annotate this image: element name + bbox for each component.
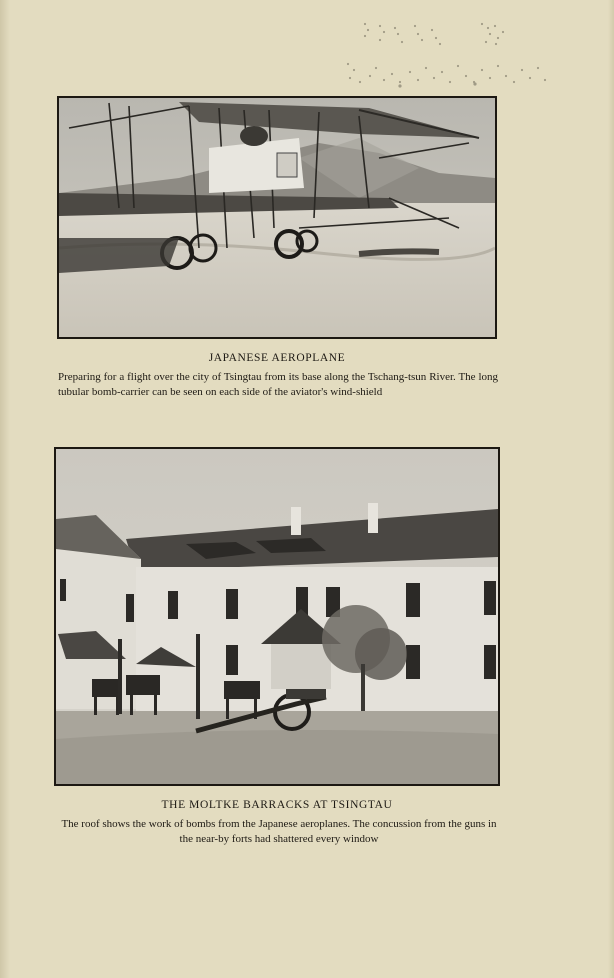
barracks-illustration bbox=[56, 449, 498, 784]
figure-1-caption: Preparing for a flight over the city of Tsingtau from its base along the Tschang-tsun River. The long tubular bomb-carrier can be seen on each side of the aviator's wind-shield bbox=[58, 371, 498, 398]
page-right-edge bbox=[608, 0, 614, 978]
figure-2-caption: The roof shows the work of bombs from the Japanese aeroplanes. The concussion from the guns in the near-by forts had shattered every window bbox=[61, 818, 497, 845]
biplane-photo bbox=[57, 96, 497, 339]
figure-1-title: JAPANESE AEROPLANE bbox=[208, 352, 346, 364]
barracks-photo bbox=[54, 447, 500, 786]
figure-2-title: THE MOLTKE BARRACKS AT TSINGTAU bbox=[161, 799, 393, 811]
perforated-library-stamp bbox=[340, 20, 555, 92]
page-binding-edge bbox=[0, 0, 10, 978]
biplane-illustration bbox=[59, 98, 495, 337]
